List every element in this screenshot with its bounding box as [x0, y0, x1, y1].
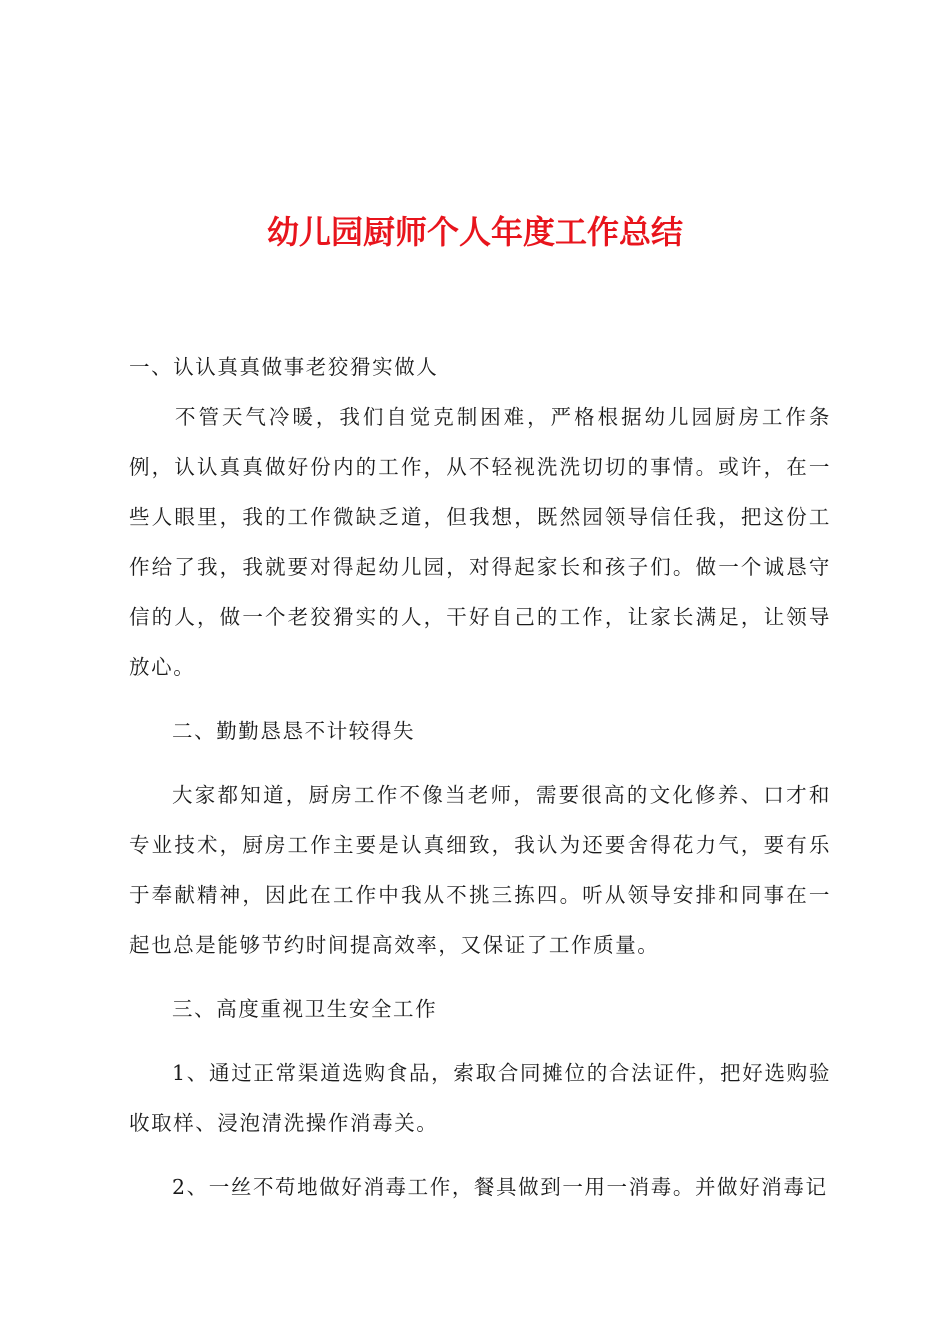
paragraph-3-item-2: 2、一丝不苟地做好消毒工作，餐具做到一用一消毒。并做好消毒记	[172, 1175, 828, 1199]
section-heading-1: 一、认认真真做事老狡猾实做人	[129, 355, 439, 379]
paragraph-1: 不管天气冷暖，我们自觉克制困难，严格根据幼儿园厨房工作条例，认认真真做好份内的工作，从不轻视洗洗切切的事情。或许，在一些人眼里，我的工作微缺乏道，但我想，既然园领导信任我，把这份工作给了我，我就要对得起幼儿园，对得起家长和孩子们。做一个诚恳守信的人，做一个老狡猾实的人，干好自己的工作，让家长满足，让领导放心。	[129, 405, 831, 679]
document-body	[129, 342, 831, 1226]
section-heading-3: 三、高度重视卫生安全工作	[172, 997, 438, 1021]
paragraph-3-item-1: 1、通过正常渠道选购食品，索取合同摊位的合法证件，把好选购验收取样、浸泡清洗操作消毒关。	[129, 1061, 831, 1135]
section-heading-2: 二、勤勤恳恳不计较得失	[172, 719, 416, 743]
document-title: 幼儿园厨师个人年度工作总结	[266, 213, 683, 251]
paragraph-2: 大家都知道，厨房工作不像当老师，需要很高的文化修养、口才和专业技术，厨房工作主要是认真细致，我认为还要舍得花力气，要有乐于奉献精神，因此在工作中我从不挑三拣四。听从领导安排和同事在一起也总是能够节约时间提高效率，又保证了工作质量。	[129, 783, 831, 957]
